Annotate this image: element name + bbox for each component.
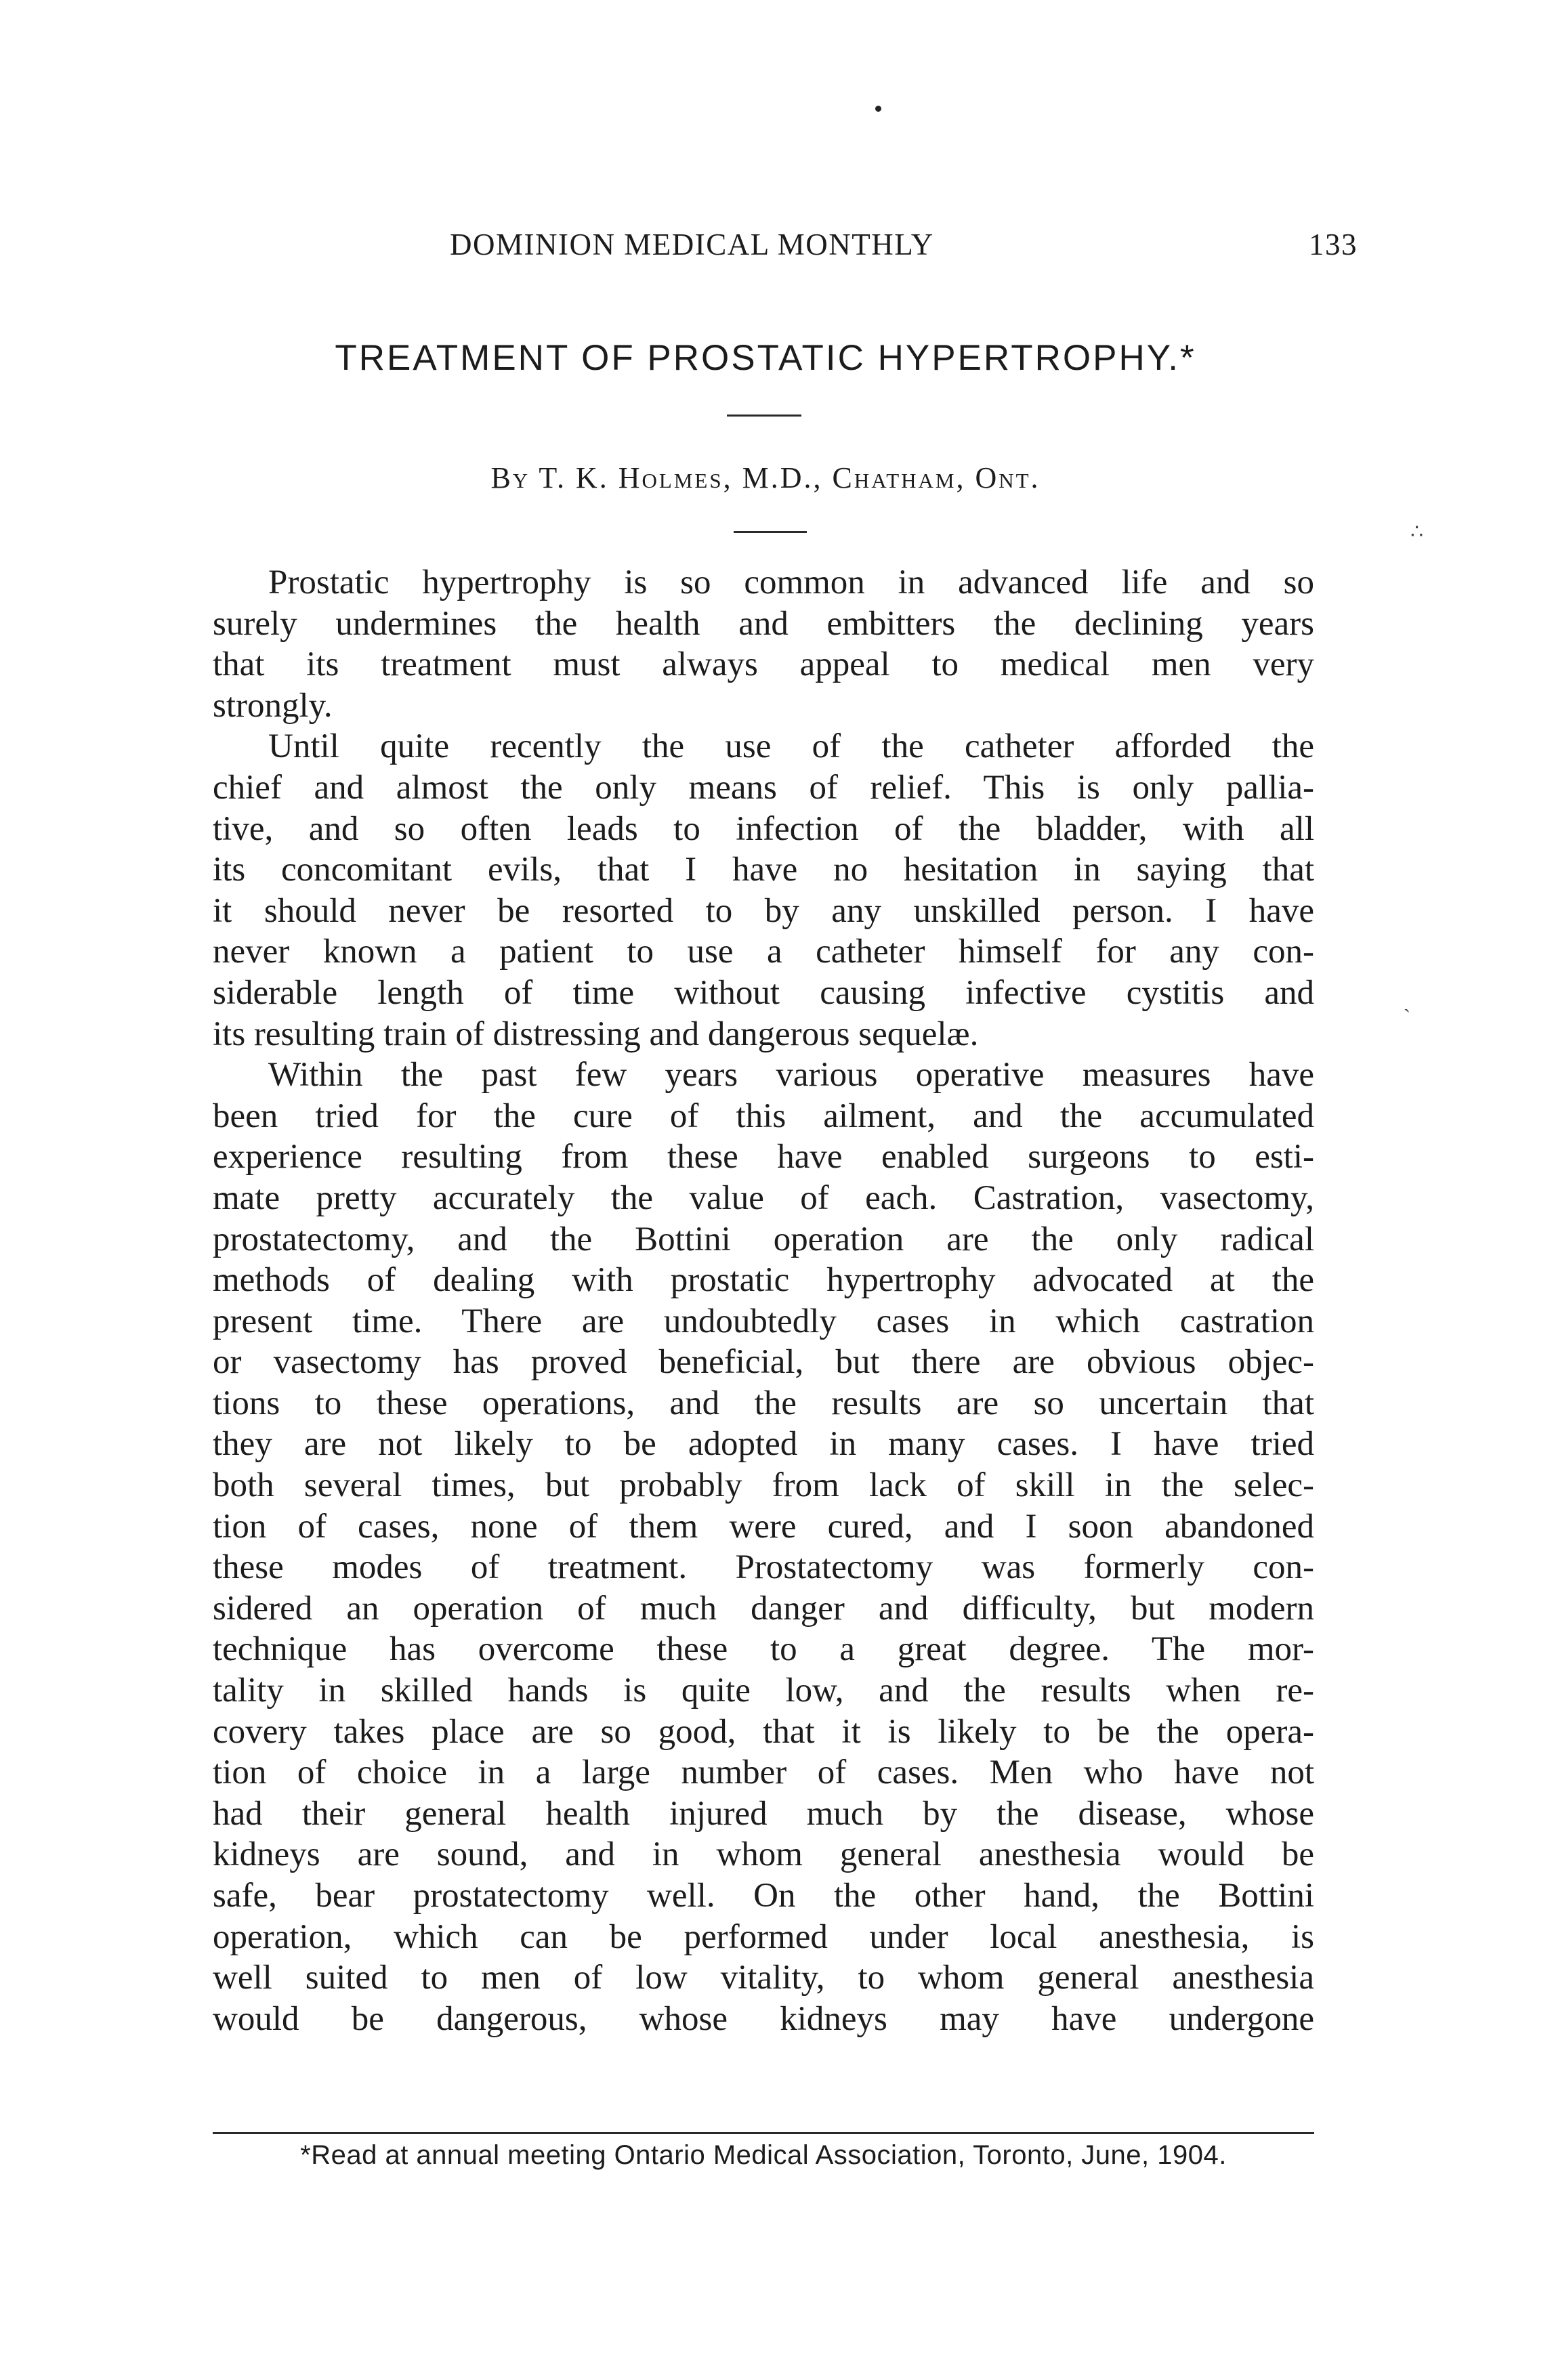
text-line: sidered an operation of much danger and difficulty, but modern — [213, 1589, 1314, 1628]
text-line: or vasectomy has proved beneficial, but there are obvious objec- — [213, 1343, 1314, 1382]
text-line: tality in skilled hands is quite low, and the results when re- — [213, 1672, 1314, 1710]
text-line: been tried for the cure of this ailment, and the accumulated — [213, 1097, 1314, 1135]
text-line: technique has overcome these to a great degree. The mor- — [213, 1630, 1314, 1669]
title-divider — [727, 415, 801, 417]
text-line: operation, which can be performed under local anesthesia, is — [213, 1917, 1314, 1956]
text-line: its resulting train of distressing and dangerous sequelæ. — [213, 1015, 979, 1053]
text-line: tion of choice in a large number of cases. Men who have not — [213, 1754, 1314, 1792]
text-line: prostatectomy, and the Bottini operation are the only radical — [213, 1220, 1314, 1258]
text-line: Until quite recently the use of the catheter afforded the — [268, 727, 1314, 766]
byline: By T. K. Holmes, M.D., Chatham, Ont. — [490, 461, 1041, 494]
text-line: kidneys are sound, and in whom general anesthesia would be — [213, 1835, 1314, 1874]
text-line: it should never be resorted to by any unskilled person. I have — [213, 891, 1314, 930]
text-line: both several times, but probably from lack of skill in the selec- — [213, 1466, 1314, 1505]
text-line: chief and almost the only means of relief. This is only pallia- — [213, 768, 1314, 807]
text-line: tions to these operations, and the results are so uncertain that — [213, 1384, 1314, 1422]
article-body — [213, 562, 1314, 2039]
text-line: had their general health injured much by the disease, whose — [213, 1794, 1314, 1833]
footnote-divider — [213, 2132, 1314, 2134]
text-line: would be dangerous, whose kidneys may have undergone — [213, 1999, 1314, 2038]
margin-mark: ∴ — [1410, 521, 1424, 543]
text-line: covery takes place are so good, that it is likely to be the opera- — [213, 1712, 1314, 1751]
running-head — [450, 227, 1358, 274]
text-line: tive, and so often leads to infection of the bladder, with all — [213, 809, 1314, 848]
text-line: they are not likely to be adopted in many cases. I have tried — [213, 1425, 1314, 1464]
text-line: these modes of treatment. Prostatectomy was formerly con- — [213, 1548, 1314, 1587]
text-line: siderable length of time without causing infective cystitis and — [213, 973, 1314, 1012]
text-line: that its treatment must always appeal to medical men very — [213, 645, 1314, 684]
text-line: methods of dealing with prostatic hypertrophy advocated at the — [213, 1261, 1314, 1300]
footnote: *Read at annual meeting Ontario Medical Association, Toronto, June, 1904. — [300, 2140, 1227, 2170]
text-line: strongly. — [213, 686, 333, 725]
print-speck — [875, 106, 881, 112]
text-line: safe, bear prostatectomy well. On the other hand, the Bottini — [213, 1877, 1314, 1915]
text-line: Within the past few years various operative measures have — [268, 1056, 1314, 1095]
text-line: surely undermines the health and embitters the declining years — [213, 604, 1314, 643]
article-title: TREATMENT OF PROSTATIC HYPERTROPHY.* — [335, 338, 1196, 378]
text-line: tion of cases, none of them were cured, and I soon abandoned — [213, 1507, 1314, 1546]
text-line: its concomitant evils, that I have no hesitation in saying that — [213, 851, 1314, 889]
text-line: mate pretty accurately the value of each. Castration, vasectomy, — [213, 1178, 1314, 1217]
text-line: never known a patient to use a catheter himself for any con- — [213, 933, 1314, 971]
page-number: 133 — [1309, 228, 1358, 261]
margin-mark: ˏ — [1404, 990, 1410, 1013]
text-line: Prostatic hypertrophy is so common in advanced life and so — [268, 564, 1314, 601]
text-line: well suited to men of low vitality, to whom general anesthesia — [213, 1959, 1314, 1997]
byline-divider — [734, 531, 807, 533]
running-title: DOMINION MEDICAL MONTHLY — [450, 228, 934, 261]
text-line: present time. There are undoubtedly cases in which castration — [213, 1302, 1314, 1340]
text-line: experience resulting from these have enabled surgeons to esti- — [213, 1138, 1314, 1176]
